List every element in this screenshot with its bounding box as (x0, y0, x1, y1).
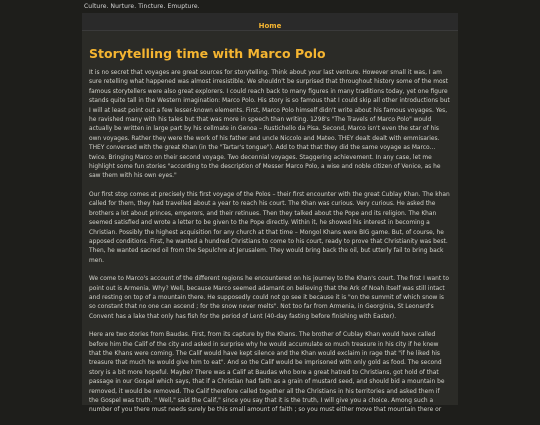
main-content (82, 31, 458, 414)
post-paragraph: Our first stop comes at precisely this first voyage of the Polos – their first encounter with the great Cublay Khan. The khan called for them, they had travelled about a year to reach his court. The Khan was curious. Very curious. He asked the brothers a lot about princes, emperors, and their retinues. Then they talked about the Pope and its religion. The Khan seemed satisfied and wrote a letter to be given to the Pope directly. Within it, he showed his interest in becoming a Christian. Possibly the highest acquisition for any church at that time – Mongol Khans were BIG game. But, of course, he apposed conditions. First, he wanted a hundred Christians to come to his court, ready to prove that Christianity was best. Then, he wanted sacred oil from the Sepulchre at Jerusalem. They would bring back the oil, but utterly fail to bring back men. (89, 191, 450, 264)
post-title: Storytelling time with Marco Polo (89, 46, 326, 61)
post-body (89, 69, 451, 425)
nav-home-link[interactable]: Home (258, 22, 282, 30)
site-tagline: Culture. Nurture. Tincture. Emupture. (84, 3, 200, 10)
top-navbar (82, 13, 458, 31)
post-paragraph: It is no secret that voyages are great sources for storytelling. Think about your last venture. However small it was, I am sure retelling what happened was almost irresistible. We shouldn't be surprised that throughout history some of the most famous storytellers were also great explorers. I could reach back to many figures in many traditions today, yet one figure stands quite tall in the Western imagination: Marco Polo. His story is so famous that I could skip all other introductions but I will at least point out a few lesser-known elements. First, Marco Polo himself didn't write about his famous voyages. Yes, he ravished many with his tales but that was more in speech than writing. 1298's "The Travels of Marco Polo" would actually be written in large part by his cellmate in Genoa – Rustichello da Pisa. Second, Marco isn't even the star of his own voyages. Rather they were the work of his father and uncle Niccolo and Mateo. THEY dealt dealt with emmisaries. THEY conversed with the great Khan (in the "Tartar's tongue"). Add to that that they did the same voyage as Marco… twice. Bringing Marco on their second voyage. Two decennial voyages. Staggering achievement. In any case, let me highlight some fun stories "according to the description of Messer Marco Polo, a wise and noble citizen of Venice, as he saw them with his own eyes." (89, 70, 450, 180)
post-paragraph: We come to Marco's account of the different regions he encountered on his journey to the Khan's court. The first I want to point out is Armenia. Why? Well, because Marco seemed adamant on believing that the Ark of Noah itself was still intact and resting on top of a mountain there. He supposedly could not go see it because it is "on the summit of which snow is so constant that no one can ascend ; for the snow never melts". Not too far from Armenia, in Georginia, St Leonard's Convent has a lake that only has fish for the period of Lent (40-day fasting before finishing with Easter). (89, 276, 449, 320)
post-paragraph: Here are two stories from Baudas. First, from its capture by the Khans. The brother of Cublay Khan would have called before him the Calif of the city and asked in surprise why he would accumulate so much treasure in his city if he knew that the Khans were coming. The Calif would have kept silence and the Khan would exclaim in rage that "if he liked his treasure that much he would give him to eat". And so the Calif would be imprisoned with only gold as food. The second story is a bit more hopeful. Maybe? There was a Calif at Baudas who bore a great hatred to Christians, got hold of that passage in our Gospel which says, that if a Christian had faith as a grain of mustard seed, and should bid a mountain be removed, it would be removed. The Calif therefore called together all the Christians in his territories and asked them if the Gospel was truth. " Well," said the Calif," since you say that it is the truth, I will give you a choice. Among such a number of you there must needs surely be this small amount of faith ; so you must either move that mountain there or (89, 332, 445, 414)
